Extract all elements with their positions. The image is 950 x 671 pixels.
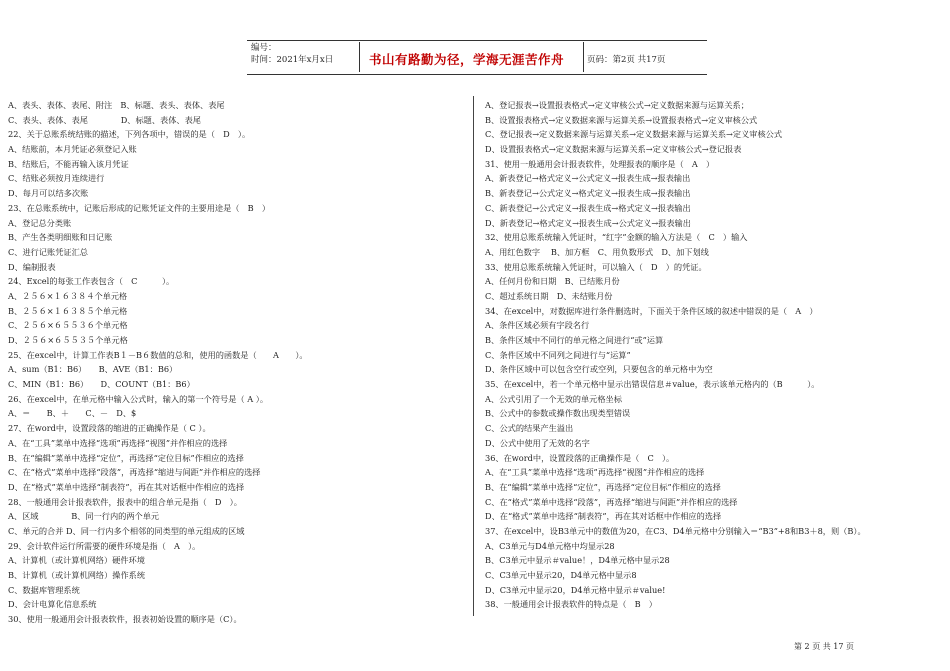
header-top-rule xyxy=(247,40,707,41)
text-line: A、登记总分类账 xyxy=(8,217,72,228)
header-divider-right xyxy=(583,42,584,72)
text-line: D、新表登记→格式定义→报表生成→公式定义→报表输出 xyxy=(485,217,691,228)
page-footer: 第 2 页 共 17 页 xyxy=(794,642,854,651)
text-line: C、MIN（B1：B6） D、COUNT（B1：B6） xyxy=(8,379,195,390)
text-line: B、C3单元中显示＃value！，D4单元格中显示28 xyxy=(485,555,670,566)
text-line: D、条件区域中可以包含空行或空列，只要包含的单元格中为空 xyxy=(485,364,713,375)
text-line: A、表头、表体、表尾、附注 B、标题、表头、表体、表尾 xyxy=(8,100,225,110)
text-line: 36、在word中，设置段落的正确操作是（ C ）。 xyxy=(485,452,675,463)
header-time-label: 时间：2021年x月x日 xyxy=(251,55,334,65)
text-line: B、在“编辑”菜单中选择“定位”，再选择“定位目标”作相应的选择 xyxy=(8,452,244,463)
text-line: C、数据库管理系统 xyxy=(8,584,80,595)
text-line: A、２５６×１６３８４个单元格 xyxy=(8,290,128,301)
text-line: 26、在excel中，在单元格中输入公式时，输入的第一个符号是（ A ）。 xyxy=(8,393,269,404)
left-column xyxy=(8,98,463,627)
text-line: A、C3单元与D4单元格中均显示28 xyxy=(485,540,615,551)
page-header xyxy=(247,40,707,75)
text-line: C、C3单元中显示20，D4单元格中显示8 xyxy=(485,570,637,580)
text-line: B、计算机（或计算机网络）操作系统 xyxy=(8,570,146,580)
text-line: 23、在总账系统中，记账后形成的记账凭证文件的主要用途是（ B ） xyxy=(8,202,271,213)
text-line: C、表头、表体、表尾 D、标题、表体、表尾 xyxy=(8,114,201,125)
text-line: B、２５６×１６３８５个单元格 xyxy=(8,305,128,316)
column-divider xyxy=(473,96,474,616)
text-line: A、在“工具”菜单中选择“选项”再选择“视图”并作相应的选择 xyxy=(8,437,228,448)
text-line: A、sum（B1：B6） B、AVE（B1：B6） xyxy=(8,364,178,375)
text-line: B、产生各类明细账和日记账 xyxy=(8,232,113,243)
text-line: B、新表登记→公式定义→格式定义→报表生成→报表输出 xyxy=(485,188,691,199)
text-line: 29、会计软件运行所需要的硬件环境是指（ A ）。 xyxy=(8,540,201,551)
text-line: 30、使用一般通用会计报表软件，报表初始设置的顺序是（C）。 xyxy=(8,614,242,625)
text-line: A、区域 B、同一行内的两个单元 xyxy=(8,511,160,522)
text-line: 35、在excel中，若一个单元格中显示出错误信息＃value，表示该单元格内的（B ）。 xyxy=(485,379,820,390)
text-line: B、条件区域中不同行的单元格之间进行“或”运算 xyxy=(485,335,664,345)
text-line: B、结账后，不能再输入该月凭证 xyxy=(8,158,129,169)
text-line: 25、在excel中，计算工作表B１－B６数值的总和，使用的函数是（ A ）。 xyxy=(8,349,308,360)
text-line: 22、关于总账系统结账的描述，下列各项中，错误的是（ D ）。 xyxy=(8,129,251,140)
text-line: D、公式中使用了无效的名字 xyxy=(485,437,590,448)
text-line: 28、一般通用会计报表软件，报表中的组合单元是指（ D ）。 xyxy=(8,496,242,507)
text-line: A、新表登记→格式定义→公式定义→报表生成→报表输出 xyxy=(485,173,691,184)
text-line: D、会计电算化信息系统 xyxy=(8,599,97,610)
text-line: B、设置报表格式→定义数据来源与运算关系→设置报表格式→定义审核公式 xyxy=(485,114,758,125)
text-line: A、在“工具”菜单中选择“选项”再选择“视图”并作相应的选择 xyxy=(485,467,705,478)
text-line: D、编制报表 xyxy=(8,261,56,272)
text-line: C、登记报表→定义数据来源与运算关系→定义数据来源与运算关系→定义审核公式 xyxy=(485,129,783,140)
text-line: D、２５６×６５５３５个单元格 xyxy=(8,335,128,345)
right-column xyxy=(485,98,945,612)
text-line: C、进行记账凭证汇总 xyxy=(8,246,88,257)
text-line: A、条件区域必须有字段名行 xyxy=(485,320,590,331)
text-line: C、新表登记→公式定义→报表生成→格式定义→报表输出 xyxy=(485,202,691,213)
text-line: B、在“编辑”菜单中选择“定位”，再选择“定位目标”作相应的选择 xyxy=(485,481,721,492)
header-number-label: 编号： xyxy=(251,43,277,53)
header-page-label: 页码：第2页 共17页 xyxy=(587,55,666,65)
text-line: 31、使用一般通用会计报表软件，处理报表的顺序是（ A ） xyxy=(485,158,715,169)
text-line: D、每月可以结多次账 xyxy=(8,188,89,199)
text-line: B、公式中的参数或操作数出现类型错误 xyxy=(485,408,631,419)
text-line: 37、在excel中，设B3单元中的数值为20，在C3、D4单元格中分别输入＝“B3”+8和B3＋8，则（B）。 xyxy=(485,525,866,536)
header-bottom-rule xyxy=(247,74,707,75)
text-line: 24、Excel的每张工作表包含（ C ）。 xyxy=(8,276,175,287)
text-line: A、计算机（或计算机网络）硬件环境 xyxy=(8,555,145,566)
text-line: A、登记报表→设置报表格式→定义审核公式→定义数据来源与运算关系； xyxy=(485,100,749,110)
text-line: D、C3单元中显示20，D4单元格中显示＃value! xyxy=(485,584,666,595)
text-line: C、结账必须按月连续进行 xyxy=(8,173,105,184)
text-line: 33、使用总账系统输入凭证时，可以输入（ D ）的凭证。 xyxy=(485,261,707,272)
text-line: C、单元的合并 D、同一行内多个相邻的同类型的单元组成的区域 xyxy=(8,525,245,536)
text-line: 38、一般通用会计报表软件的特点是（ B ） xyxy=(485,599,657,610)
text-line: D、在“格式”菜单中选择“制表符”，再在其对话框中作相应的选择 xyxy=(8,481,245,492)
text-line: C、２５６×６５５３６个单元格 xyxy=(8,320,128,331)
text-line: A、任何月份和日期 B、已结账月份 xyxy=(485,276,620,287)
header-motto: 书山有路勤为径，学海无涯苦作舟 xyxy=(369,52,565,67)
text-line: A、结账前，本月凭证必须登记入账 xyxy=(8,144,137,155)
text-line: 27、在word中，设置段落的缩进的正确操作是（ C ）。 xyxy=(8,423,211,434)
text-line: C、公式的结果产生溢出 xyxy=(485,423,574,434)
text-line: D、设置报表格式→定义数据来源与运算关系→定义审核公式→登记报表 xyxy=(485,144,742,155)
text-line: A、＝ B、＋ C、－ D、$ xyxy=(8,408,137,419)
text-line: A、用红色数字 B、加方框 C、用负数形式 D、加下划线 xyxy=(485,246,709,257)
header-divider-left xyxy=(359,42,360,72)
text-line: C、在“格式”菜单中选择“段落”，再选择“缩进与间距”并作相应的选择 xyxy=(8,467,261,478)
text-line: A、公式引用了一个无效的单元格坐标 xyxy=(485,393,622,404)
text-line: C、超过系统日期 D、未结账月份 xyxy=(485,290,613,301)
text-line: C、在“格式”菜单中选择“段落”，再选择“缩进与间距”并作相应的选择 xyxy=(485,496,738,507)
text-line: C、条件区域中不同列之间进行与“运算” xyxy=(485,349,631,360)
text-line: 34、在excel中，对数据库进行条件删选时，下面关于条件区域的叙述中错误的是（ A ） xyxy=(485,305,818,316)
text-line: D、在“格式”菜单中选择“制表符”，再在其对话框中作相应的选择 xyxy=(485,511,722,522)
text-line: 32、使用总账系统输入凭证时，“红字”金额的输入方法是（ C ）输入 xyxy=(485,232,748,243)
